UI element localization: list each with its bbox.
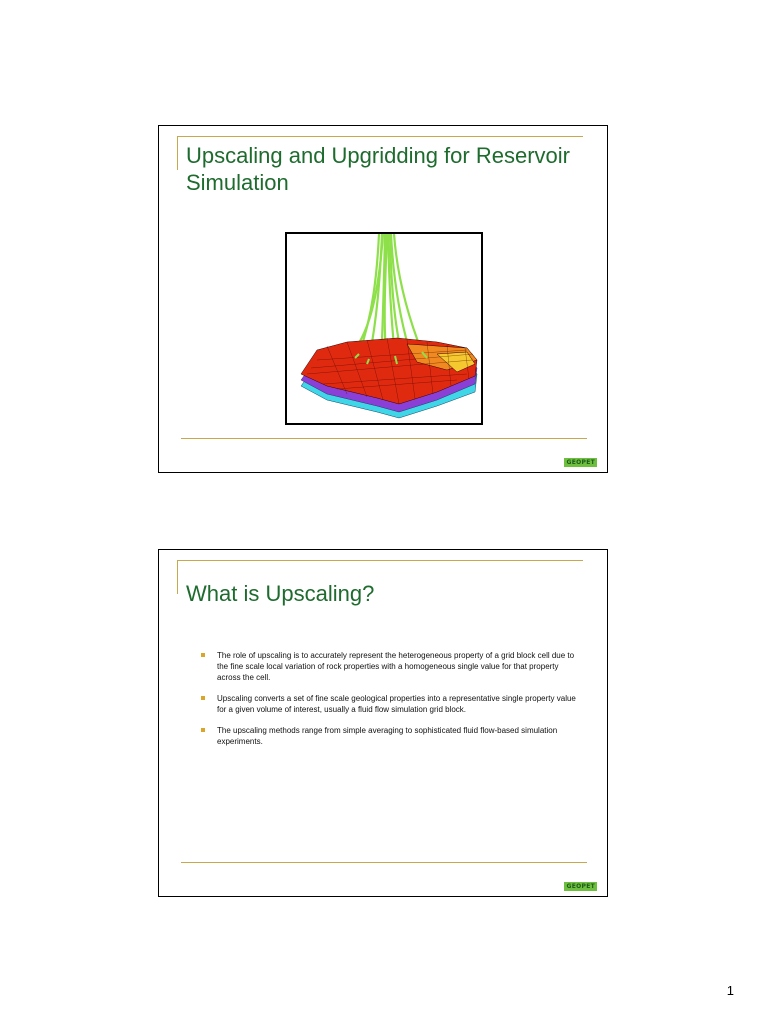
accent-line-bottom	[181, 438, 587, 439]
reservoir-model-image	[287, 234, 481, 423]
geopet-logo: GEOPET	[566, 883, 595, 890]
bullet-list	[201, 650, 581, 757]
bullet-icon	[201, 653, 205, 657]
bullet-item	[201, 693, 581, 715]
accent-line-top	[177, 136, 583, 137]
slide-title: What is Upscaling?	[186, 581, 375, 606]
accent-line-left	[177, 136, 178, 170]
bullet-text: The role of upscaling is to accurately represent the heterogeneous property of a grid block cell due to the fine scale local variation of rock properties with a homogeneous single value for that property across the cell.	[217, 651, 575, 682]
geopet-logo: GEOPET	[566, 459, 595, 466]
bullet-icon	[201, 728, 205, 732]
accent-line-left	[177, 560, 178, 594]
bullet-item	[201, 650, 581, 683]
reservoir-grid-figure	[285, 232, 483, 425]
slide-title: Upscaling and Upgridding for Reservoir Simulation	[186, 143, 570, 195]
slide-2	[158, 549, 608, 897]
bullet-icon	[201, 696, 205, 700]
accent-line-top	[177, 560, 583, 561]
slide-1	[158, 125, 608, 473]
accent-line-bottom	[181, 862, 587, 863]
page-number: 1	[726, 983, 734, 998]
bullet-text: The upscaling methods range from simple averaging to sophisticated fluid flow-based simulation experiments.	[217, 726, 558, 746]
bullet-item	[201, 725, 581, 747]
bullet-text: Upscaling converts a set of fine scale geological properties into a representative single property value for a given volume of interest, usually a fluid flow simulation grid block.	[217, 694, 576, 714]
